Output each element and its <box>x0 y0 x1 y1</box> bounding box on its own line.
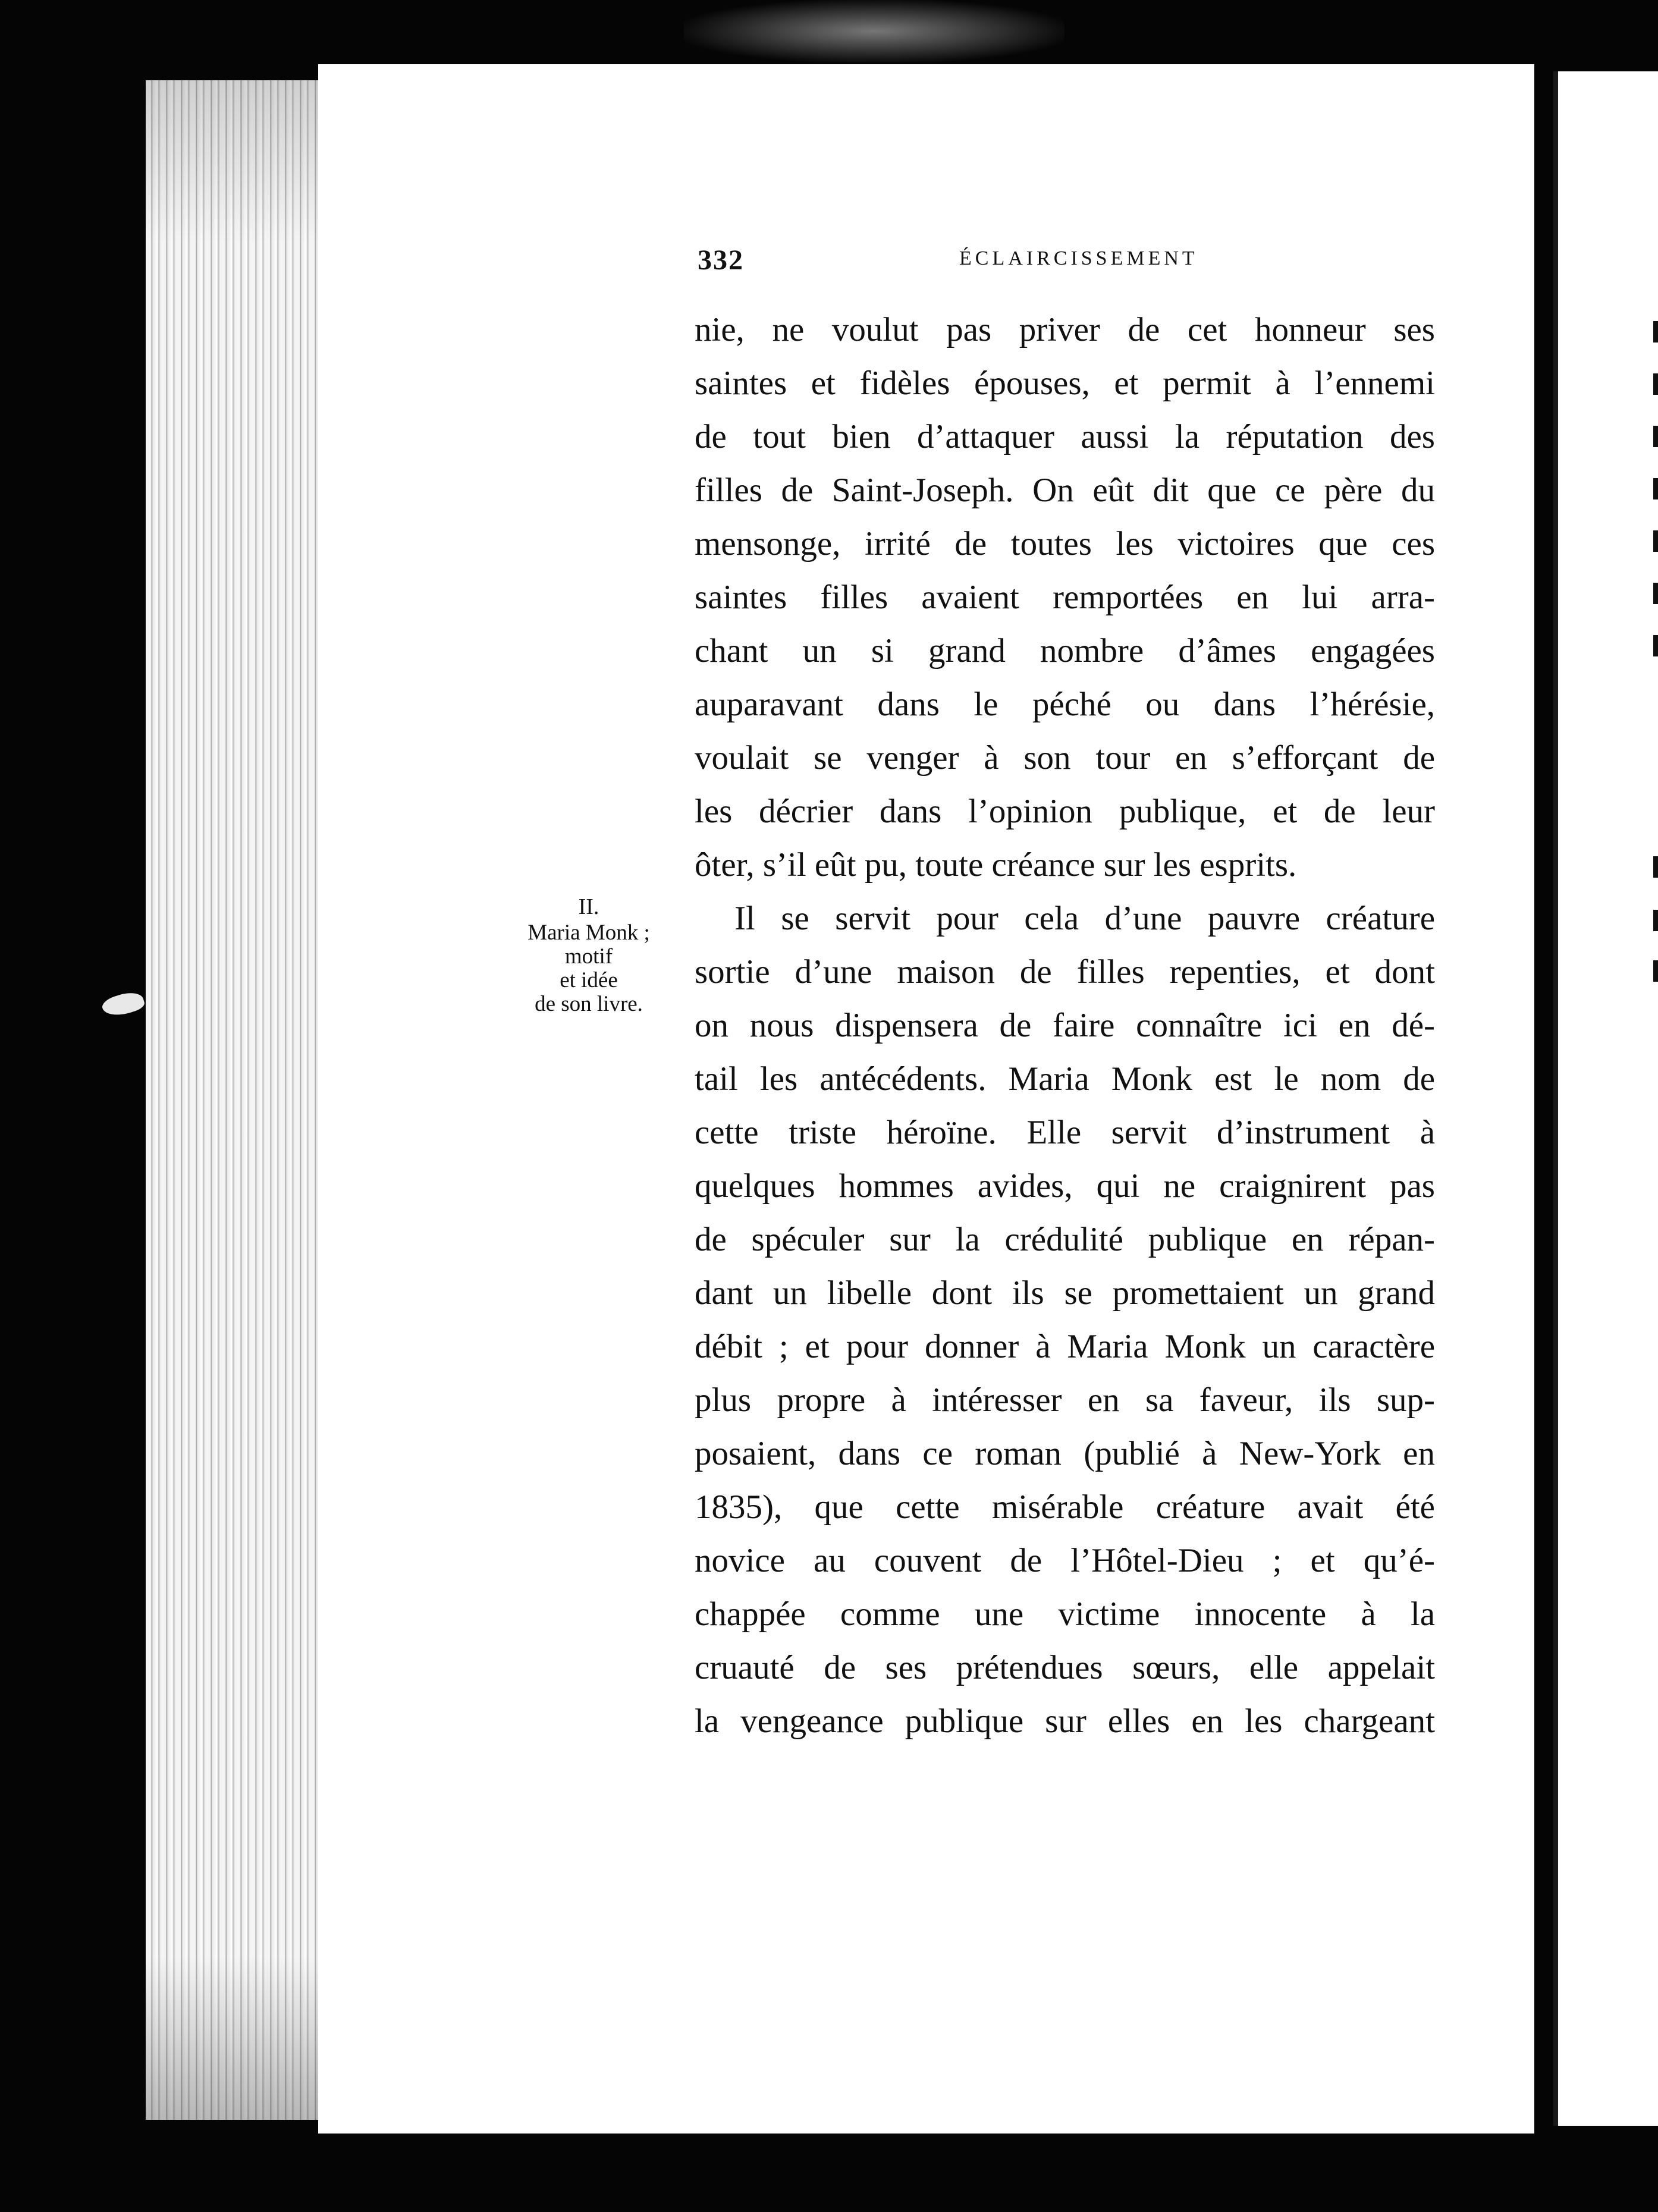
side-note-line: motif <box>564 944 613 969</box>
text-line: chant un si grand nombre d’âmes engagées <box>695 632 1435 670</box>
side-note-line: Maria Monk ; <box>527 920 650 945</box>
text-line: de tout bien d’attaquer aussi la réputation des <box>695 418 1435 455</box>
text-line: de spéculer sur la crédulité publique en répan- <box>695 1221 1435 1258</box>
page-number: 332 <box>698 244 744 276</box>
text-line: chappée comme une victime innocente à la <box>695 1595 1435 1633</box>
text-line: filles de Saint-Joseph. On eût dit que ce père du <box>695 472 1435 509</box>
text-line: cruauté de ses prétendues sœurs, elle appelait <box>695 1649 1435 1686</box>
text-line: débit ; et pour donner à Maria Monk un caractère <box>695 1328 1435 1365</box>
text-line: Il se servit pour cela d’une pauvre créature <box>734 900 1435 937</box>
text-line: plus propre à intéresser en sa faveur, ils sup- <box>695 1381 1435 1419</box>
text-line: la vengeance publique sur elles en les chargeant <box>695 1702 1435 1740</box>
text-line: sortie d’une maison de filles repenties, et dont <box>695 953 1435 991</box>
text-line: ôter, s’il eût pu, toute créance sur les esprits. <box>695 846 1297 884</box>
text-line: cette triste héroïne. Elle servit d’instrument à <box>695 1114 1435 1151</box>
text-line: saintes filles avaient remportées en lui arra- <box>695 579 1435 616</box>
side-note-line: et idée <box>560 968 618 992</box>
text-line: novice au couvent de l’Hôtel-Dieu ; et qu’é- <box>695 1542 1435 1579</box>
text-line: auparavant dans le péché ou dans l’hérésie, <box>695 686 1435 723</box>
text-line: mensonge, irrité de toutes les victoires que ces <box>695 525 1435 563</box>
text-line: voulait se venger à son tour en s’efforçant de <box>695 739 1435 777</box>
text-line: nie, ne voulut pas priver de cet honneur ses <box>695 311 1435 348</box>
side-note-number: II. <box>578 894 599 919</box>
text-line: quelques hommes avides, qui ne craignirent pas <box>695 1167 1435 1205</box>
text-line: saintes et fidèles épouses, et permit à l’ennemi <box>695 365 1435 402</box>
text-line: on nous dispensera de faire connaître ici en dé- <box>695 1007 1435 1044</box>
text-line: 1835), que cette misérable créature avait été <box>695 1488 1435 1526</box>
running-title: ÉCLAIRCISSEMENT <box>959 247 1198 269</box>
side-note-line: de son livre. <box>535 992 643 1016</box>
text-line: posaient, dans ce roman (publié à New-York en <box>695 1435 1435 1472</box>
text-line: dant un libelle dont ils se promettaient un grand <box>695 1274 1435 1312</box>
text-line: les décrier dans l’opinion publique, et de leur <box>695 793 1435 830</box>
text-line: tail les antécédents. Maria Monk est le nom de <box>695 1060 1435 1098</box>
